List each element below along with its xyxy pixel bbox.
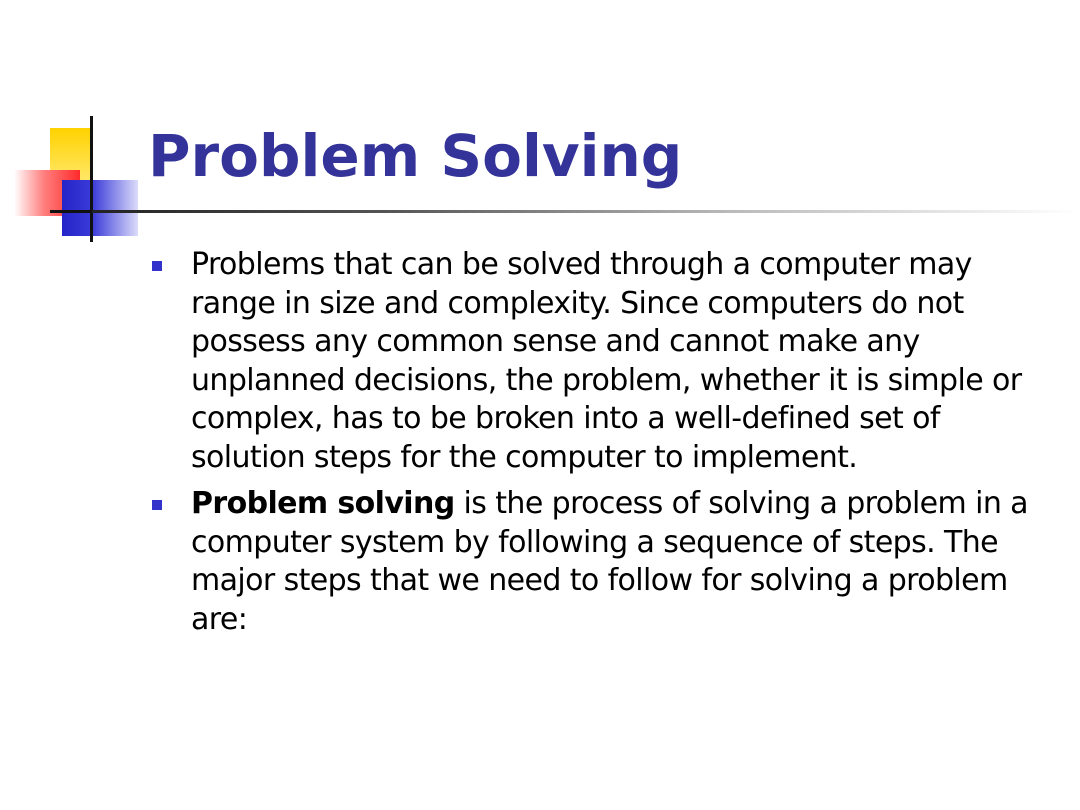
bullet-square-icon (152, 261, 162, 271)
bullet-bold-term: Problem solving (191, 486, 455, 521)
logo-vertical-line (90, 116, 93, 242)
bullet-item-2 (150, 485, 1060, 639)
bullet-item-1 (150, 246, 1060, 477)
bullet-text: is the process of solving a problem in a computer system by following a sequence of steps. The major steps that we need to follow for solving a problem are: (191, 486, 1028, 637)
logo-blue-square (62, 180, 138, 236)
slide-title: Problem Solving (148, 122, 683, 190)
title-underline (92, 210, 1080, 213)
bullet-list (150, 246, 1060, 647)
bullet-text: Problems that can be solved through a computer may range in size and complexity. Since computers do not possess any common sense and cannot make any unplanned decisions, the problem, whether it is simple or complex, has to be broken into a well-defined set of solution steps for the computer to implement. (191, 247, 1022, 475)
bullet-square-icon (152, 500, 162, 510)
slide-logo-icon (0, 110, 150, 250)
